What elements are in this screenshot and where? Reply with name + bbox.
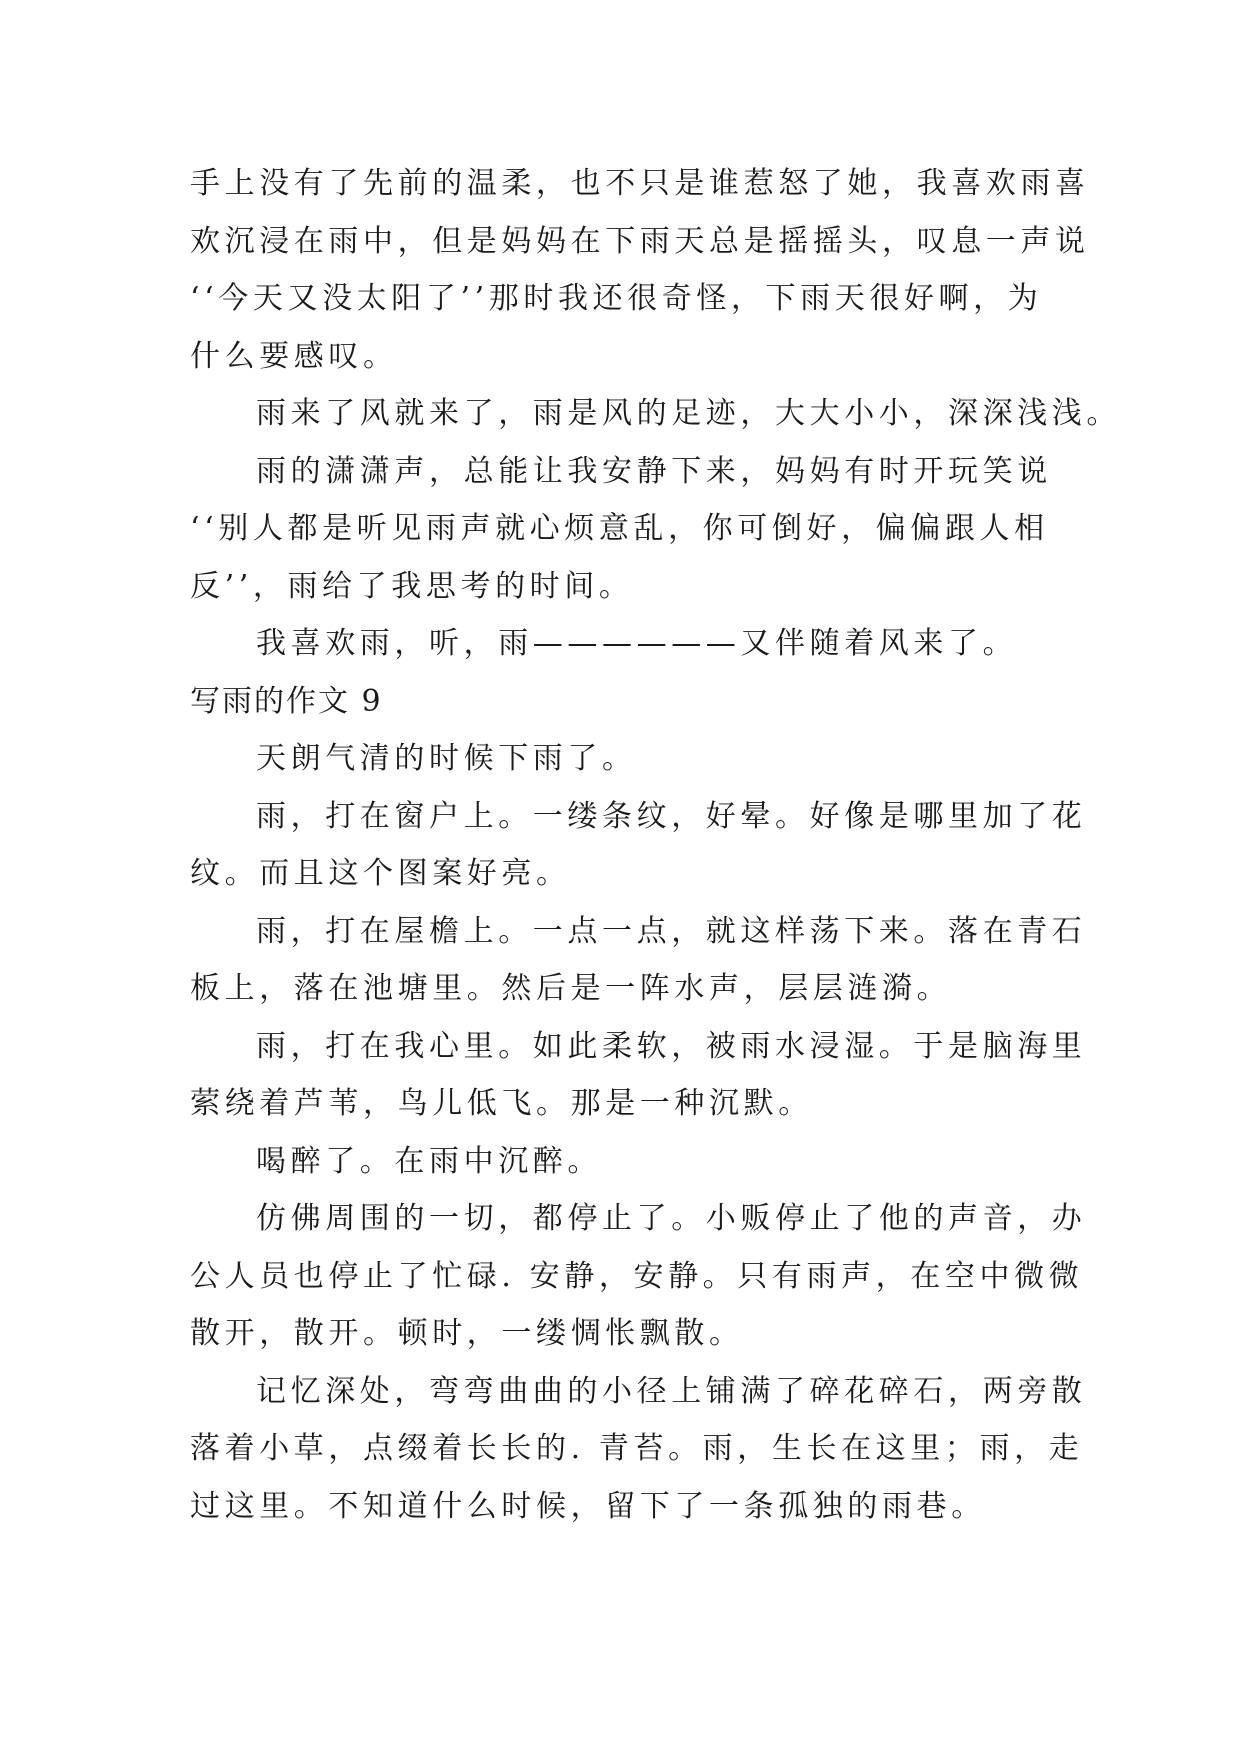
text-line: 过这里。不知道什么时候，留下了一条孤独的雨巷。	[190, 1488, 986, 1524]
paragraph-start-line: 记忆深处，弯弯曲曲的小径上铺满了碎花碎石，两旁散	[256, 1373, 1087, 1409]
text-line: 反’’，雨给了我思考的时间。	[190, 568, 634, 604]
text-line: 散开，散开。顿时，一缕惆怅飘散。	[190, 1316, 744, 1351]
text-line: ‘‘别人都是听见雨声就心烦意乱，你可倒好，偏偏跟人相	[190, 511, 1049, 546]
text-line: 萦绕着芦苇，鸟儿低飞。那是一种沉默。	[190, 1086, 813, 1121]
text-line: 手上没有了先前的温柔，也不只是谁惹怒了她，我喜欢雨喜	[190, 166, 1090, 201]
text-line: 落着小草，点缀着长长的. 青苔。雨，生长在这里；雨，走	[190, 1431, 1084, 1466]
paragraph-start-line: 仿佛周围的一切，都停止了。小贩停止了他的声音，办	[256, 1201, 1087, 1236]
text-line: 板上，落在池塘里。然后是一阵水声，层层涟漪。	[190, 971, 952, 1006]
paragraph-start-line: 雨，打在窗户上。一缕条纹，好晕。好像是哪里加了花	[256, 798, 1087, 834]
text-line: ‘‘今天又没太阳了’’那时我还很奇怪，下雨天很好啊，为	[190, 281, 1043, 316]
text-line: 公人员也停止了忙碌. 安静，安静。只有雨声，在空中微微	[190, 1258, 1084, 1294]
text-line: 欢沉浸在雨中，但是妈妈在下雨天总是摇摇头，叹息一声说	[190, 223, 1090, 259]
paragraph-start-line: 雨，打在屋檐上。一点一点，就这样荡下来。落在青石	[256, 913, 1087, 949]
essay-body	[190, 155, 1121, 1535]
paragraph-start-line: 雨来了风就来了，雨是风的足迹，大大小小，深深浅浅。	[256, 396, 1121, 431]
paragraph-start-line: 雨的潇潇声，总能让我安静下来，妈妈有时开玩笑说	[256, 453, 1052, 489]
paragraph-start-line: 我喜欢雨，听，雨——————又伴随着风来了。	[256, 626, 1018, 661]
paragraph-start-line: 天朗气清的时候下雨了。	[256, 741, 637, 776]
paragraph-start-line: 雨，打在我心里。如此柔软，被雨水浸湿。于是脑海里	[256, 1028, 1087, 1064]
text-line: 纹。而且这个图案好亮。	[190, 856, 571, 891]
text-line: 什么要感叹。	[190, 338, 398, 374]
section-heading: 写雨的作文 9	[190, 683, 383, 719]
paragraph-start-line: 喝醉了。在雨中沉醉。	[256, 1143, 602, 1179]
